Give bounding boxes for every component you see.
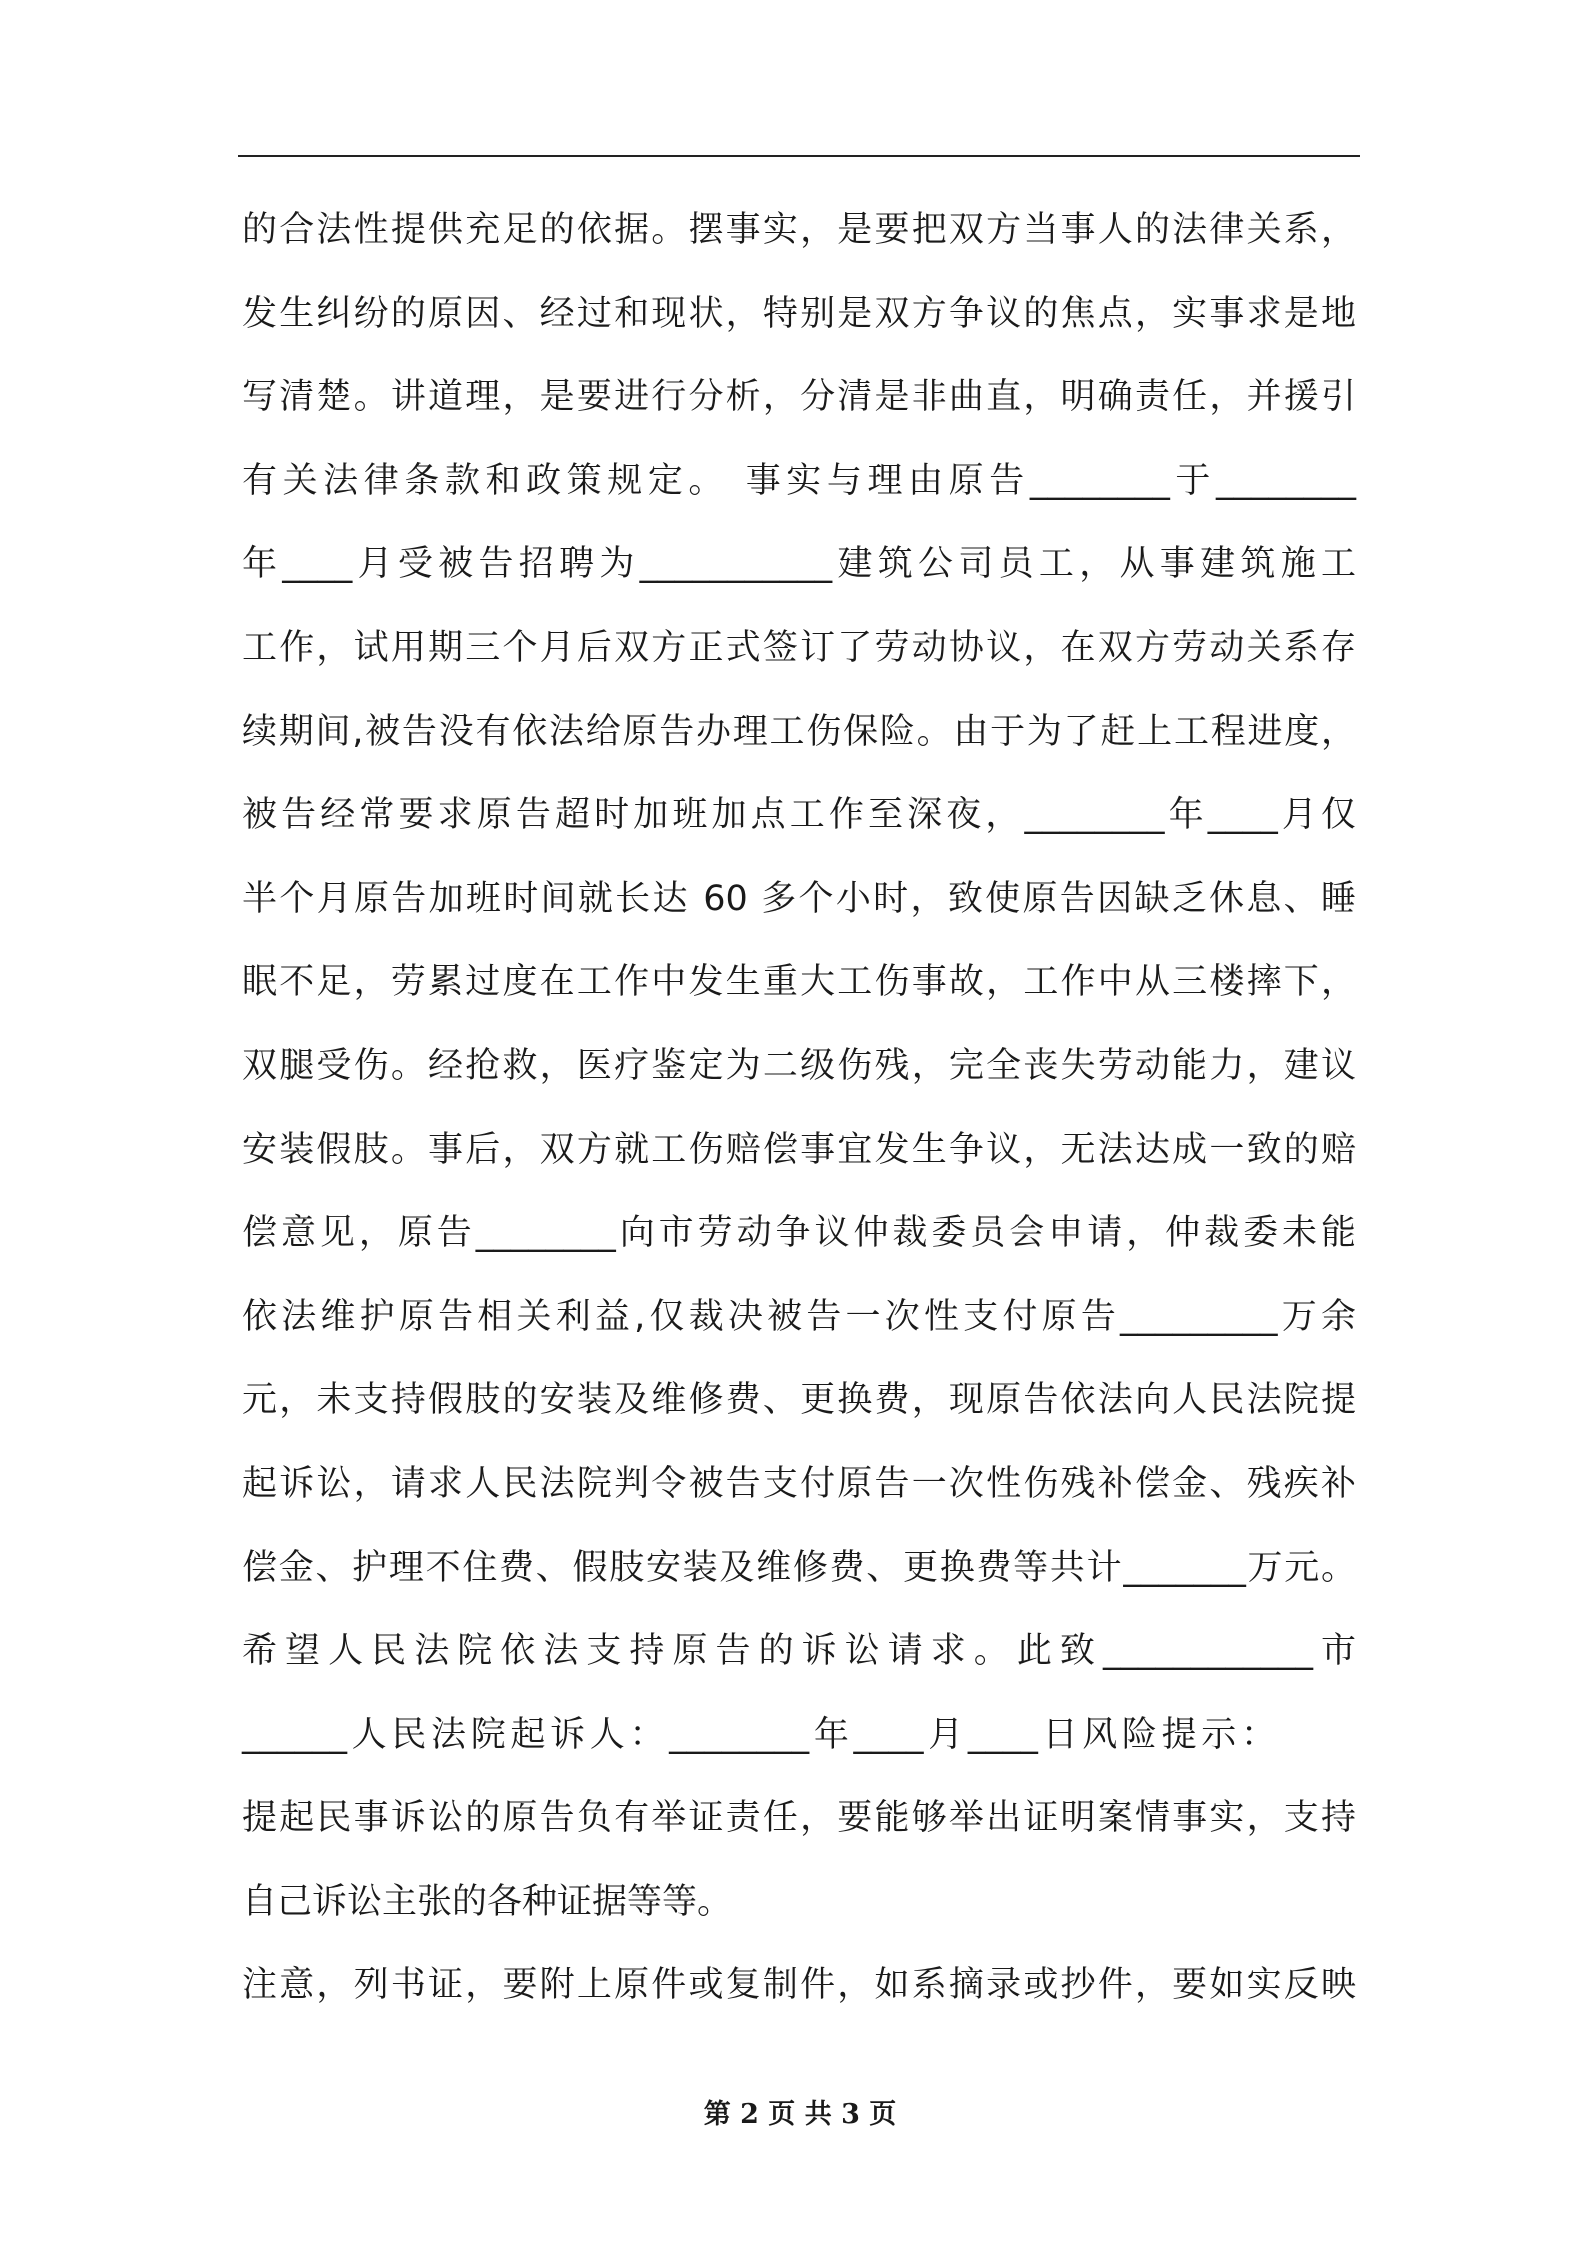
text-line: 有关法律条款和政策规定。 事实与理由原告________于________ xyxy=(242,460,1356,501)
text-line: 希望人民法院依法支持原告的诉讼请求。此致____________市 xyxy=(242,1631,1356,1672)
text-line: 续期间,被告没有依法给原告办理工伤保险。由于为了赶上工程进度， xyxy=(242,711,1356,752)
text-line: 写清楚。讲道理，是要进行分析，分清是非曲直，明确责任，并援引 xyxy=(242,377,1356,418)
text-line: ______人民法院起诉人：________年____月____日风险提示： xyxy=(242,1714,1276,1755)
text-line: 眠不足，劳累过度在工作中发生重大工伤事故，工作中从三楼摔下， xyxy=(242,962,1356,1003)
page-number-footer: 第 2 页 共 3 页 xyxy=(703,2099,897,2130)
text-line: 偿意见，原告________向市劳动争议仲裁委员会申请，仲裁委未能 xyxy=(242,1213,1356,1254)
text-line: 年____月受被告招聘为___________建筑公司员工，从事建筑施工 xyxy=(242,544,1356,585)
text-line: 发生纠纷的原因、经过和现状，特别是双方争议的焦点，实事求是地 xyxy=(242,293,1356,334)
header-rule xyxy=(238,155,1360,157)
text-line: 工作，试用期三个月后双方正式签订了劳动协议，在双方劳动关系存 xyxy=(242,627,1356,668)
text-line: 依法维护原告相关利益,仅裁决被告一次性支付原告_________万余 xyxy=(242,1296,1356,1337)
document-body xyxy=(242,189,1356,2028)
text-line: 的合法性提供充足的依据。摆事实，是要把双方当事人的法律关系， xyxy=(242,210,1356,250)
text-line: 注意，列书证，要附上原件或复制件，如系摘录或抄件，要如实反映 xyxy=(242,1965,1356,2006)
text-line: 半个月原告加班时间就长达 60 多个小时，致使原告因缺乏休息、睡 xyxy=(242,878,1356,919)
text-line: 起诉讼，请求人民法院判令被告支付原告一次性伤残补偿金、残疾补 xyxy=(242,1463,1356,1504)
text-line: 安装假肢。事后，双方就工伤赔偿事宜发生争议，无法达成一致的赔 xyxy=(242,1129,1356,1170)
text-line: 自己诉讼主张的各种证据等等。 xyxy=(242,1881,733,1922)
text-line: 提起民事诉讼的原告负有举证责任，要能够举出证明案情事实，支持 xyxy=(242,1798,1356,1839)
text-line: 元，未支持假肢的安装及维修费、更换费，现原告依法向人民法院提 xyxy=(242,1380,1356,1421)
text-line: 被告经常要求原告超时加班加点工作至深夜，________年____月仅 xyxy=(242,795,1356,836)
text-line: 双腿受伤。经抢救，医疗鉴定为二级伤残，完全丧失劳动能力，建议 xyxy=(242,1045,1356,1086)
text-line: 偿金、护理不住费、假肢安装及维修费、更换费等共计_______万元。 xyxy=(242,1547,1356,1588)
